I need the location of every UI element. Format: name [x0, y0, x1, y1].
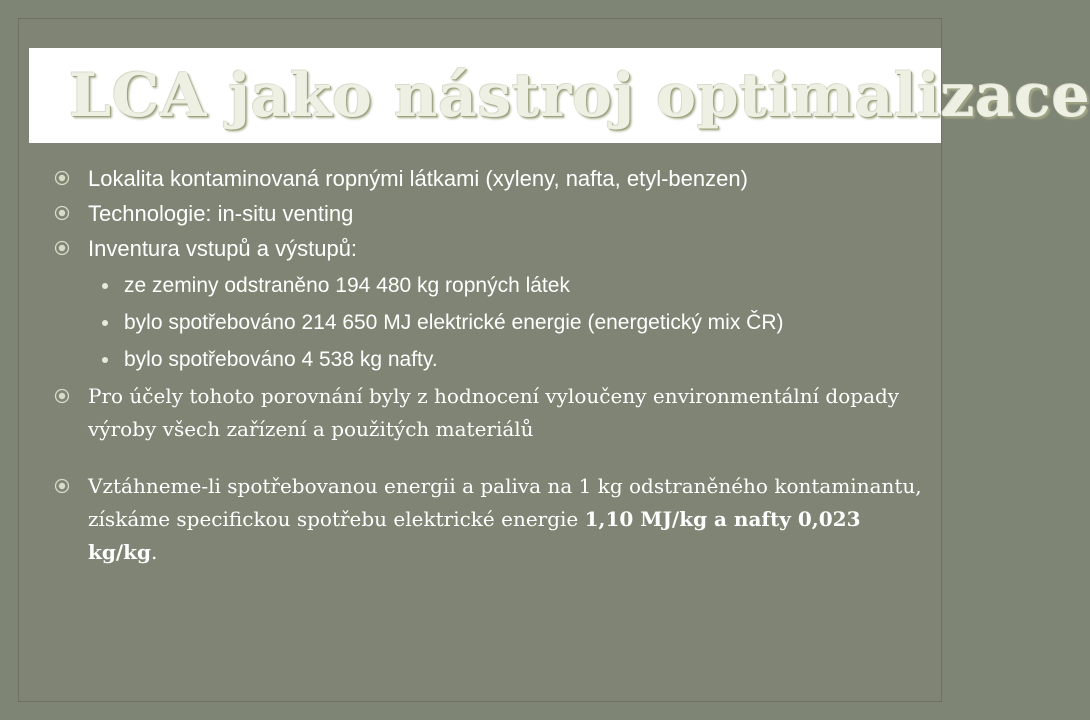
- dot-bullet-icon: [102, 320, 108, 326]
- sun-bullet-icon: [54, 478, 70, 494]
- sun-bullet-icon: [54, 205, 70, 221]
- dot-bullet-icon: [102, 357, 108, 363]
- slide-title: LCA jako nástroj optimalizace: [69, 61, 1090, 131]
- sun-bullet-icon: [54, 240, 70, 256]
- sun-bullet-icon: [54, 388, 70, 404]
- bullet-bold-text: 1,10 MJ/kg a nafty 0,023 kg/kg: [88, 507, 861, 564]
- slide-content: [54, 162, 924, 569]
- subbullet-text: bylo spotřebováno 4 538 kg nafty.: [124, 348, 438, 371]
- bullet-text: Inventura vstupů a výstupů:: [88, 236, 358, 261]
- bullet-text: Pro účely tohoto porovnání byly z hodnocení vyloučeny environmentální dopady výroby všech zařízení a použitých materiálů: [88, 384, 900, 441]
- bullet-item-specific-consumption: [54, 470, 924, 569]
- title-band: [29, 48, 1090, 143]
- sun-bullet-icon: [54, 170, 70, 186]
- bullet-item-location: [54, 162, 924, 195]
- subbullet-text: ze zeminy odstraněno 194 480 kg ropných látek: [124, 274, 570, 297]
- dot-bullet-icon: [102, 283, 108, 289]
- bullet-end-text: .: [151, 540, 158, 564]
- subbullet-item-removed: [98, 269, 924, 302]
- bullet-text: Lokalita kontaminovaná ropnými látkami (xyleny, nafta, etyl-benzen): [88, 166, 748, 191]
- bullet-item-inventory: [54, 232, 924, 265]
- subbullet-text: bylo spotřebováno 214 650 MJ elektrické energie (energetický mix ČR): [124, 311, 784, 334]
- subbullet-item-diesel: [98, 343, 924, 376]
- subbullet-item-electricity: [98, 306, 924, 339]
- bullet-text: Vztáhneme-li spotřebovanou energii a paliva na 1 kg odstraněného kontaminantu, získáme specifickou spotřebu elektrické energie: [88, 474, 922, 531]
- bullet-item-technology: [54, 197, 924, 230]
- bullet-text: Technologie: in-situ venting: [88, 201, 354, 226]
- bullet-item-exclusions: [54, 380, 924, 446]
